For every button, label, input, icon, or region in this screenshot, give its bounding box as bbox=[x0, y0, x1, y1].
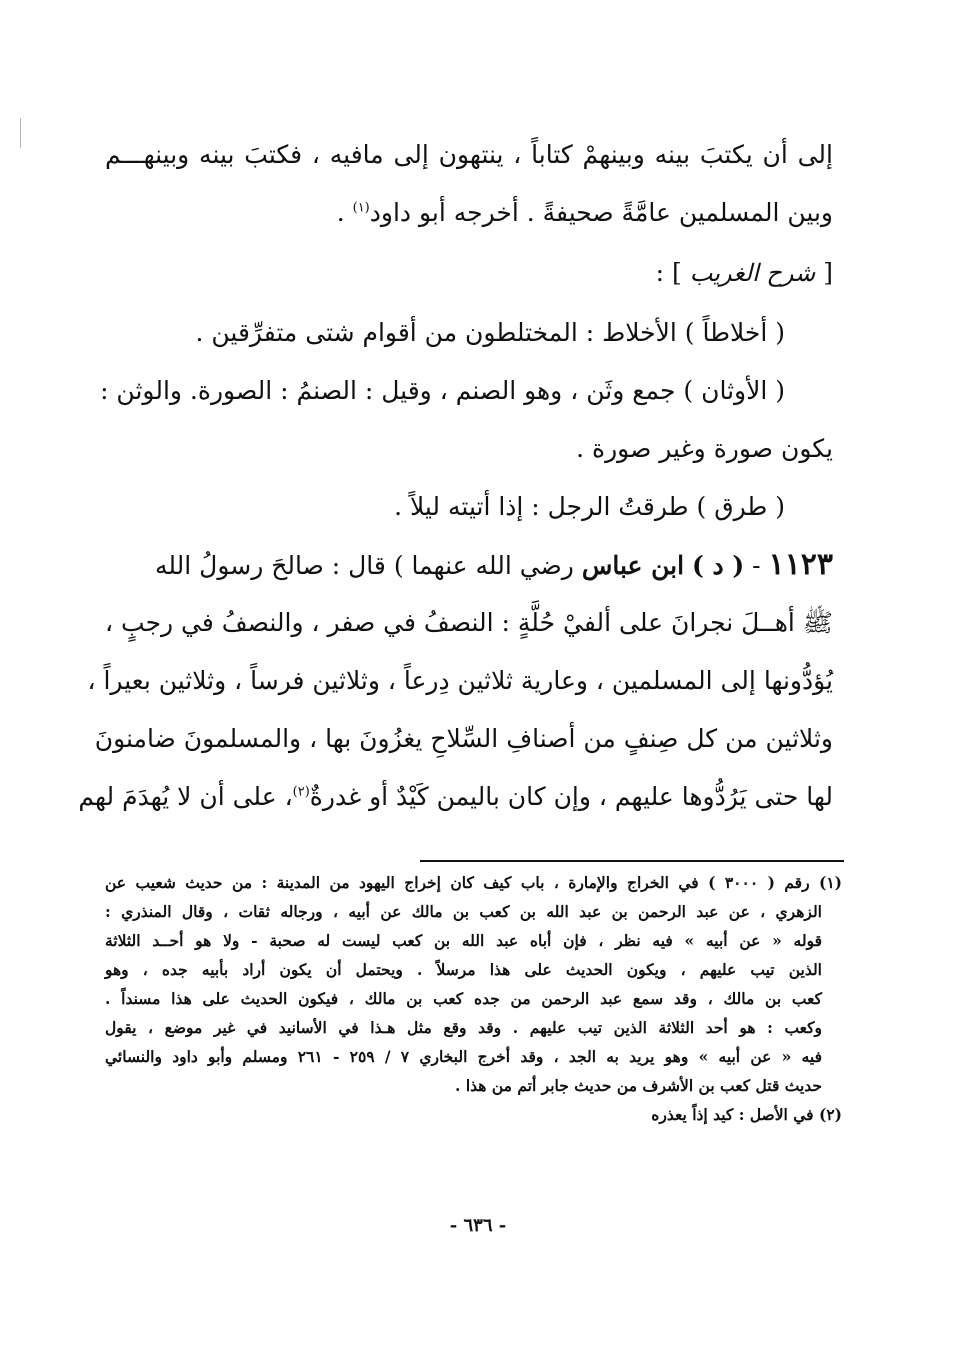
footnote-1-line-5: كعب بن مالك ، وقد سمع عبد الرحمن من جده كعب بن مالك ، فيكون الحديث على هذا مسنداً . bbox=[105, 989, 822, 1008]
footnote-1-line-2: الزهري ، عن عبد الرحمن بن عبد الله بن كعب بن مالك عن أبيه ، ورجاله ثقات ، وقال المنذري : bbox=[105, 902, 822, 921]
gloss-line-4: ( طرق ) طرقتُ الرجل : إذا أتيته ليلاً . bbox=[394, 492, 785, 521]
gloss-line-2: ( الأوثان ) جمع وثَن ، وهو الصنم ، وقيل : الصنمُ : الصورة. والوثن : bbox=[100, 376, 785, 405]
body-line-2-text: وبين المسلمين عامَّةً صحيفةً . أخرجه أبو داود bbox=[369, 198, 833, 227]
gloss-heading bbox=[105, 242, 833, 304]
footnote-ref-2[interactable]: (٢) bbox=[292, 784, 310, 800]
footnote-ref-1[interactable]: (١) bbox=[352, 200, 370, 216]
gloss-line-1: ( أخلاطاً ) الأخلاط : المختلطون من أقوام شتى متفرِّقين . bbox=[195, 318, 785, 347]
footnote-1-line-4: الذين تيب عليهم ، ويكون الحديث على هذا مرسلاً . ويحتمل أن يكون أراد بأبيه جده ، وهو bbox=[105, 960, 822, 979]
hadith-line-1-rest: رضي الله عنهما ) قال : صالحَ رسولُ الله bbox=[154, 551, 574, 580]
hadith-line-5-b: ، على أن لا يُهدَمَ لهم bbox=[78, 782, 293, 811]
hadith-number: ١١٢٣ bbox=[768, 547, 833, 582]
hadith-line-2: ﷺ أهــلَ نجرانَ على ألفيْ حُلَّةٍ : النصفُ في صفر ، والنصفُ في رجبٍ ، bbox=[105, 608, 833, 637]
hadith-heading-line bbox=[105, 536, 833, 594]
main-text bbox=[78, 126, 833, 826]
footnote-rule bbox=[420, 860, 844, 862]
hadith-line-5 bbox=[78, 768, 833, 826]
body-line-1: إلى أن يكتبَ بينه وبينهمْ كتاباً ، ينتهون إلى مافيه ، فكتبَ بينه وبينهـــم bbox=[105, 140, 833, 169]
hadith-narrator: ابن عباس bbox=[581, 551, 685, 580]
hadith-line-4: وثلاثين من كل صِنفٍ من أصنافِ السِّلاحِ يغزُونَ بها ، والمسلمونَ ضامنونَ bbox=[94, 724, 833, 753]
footnote-1-line-7: فيه « عن أبيه » وهو يريد به الجد ، وقد أخرج البخاري ٧ / ٢٥٩ - ٢٦١ ومسلم وأبو داود والنسائي bbox=[105, 1047, 822, 1066]
hadith-source: ( د ) bbox=[692, 551, 745, 580]
footnote-1-line-6: وكعب : هو أحد الثلاثة الذين تيب عليهم . وقد وقع مثل هـذا في الأسانيد في غير موضع ، يقول bbox=[105, 1018, 822, 1037]
footnote-1-line-3: قوله « عن أبيه » فيه نظر ، فإن أباه عبد الله بن كعب ليست له صحبة - ولا هو أحــد الثلاثة bbox=[105, 931, 822, 950]
hadith-line-3: يُؤدُّونها إلى المسلمين ، وعارية ثلاثين دِرعاً ، وثلاثين فرساً ، وثلاثين بعيراً ، bbox=[87, 666, 833, 695]
page-number: - ٦٣٦ - bbox=[449, 1215, 507, 1236]
hadith-dash: - bbox=[744, 551, 769, 580]
footnote-1-line-8: حديث قتل كعب بن الأشرف من حديث جابر أتم من هذا . bbox=[455, 1076, 822, 1095]
gloss-line-3: يكون صورة وغير صورة . bbox=[576, 434, 833, 463]
gloss-bracket-open: [ bbox=[823, 258, 833, 287]
footnotes bbox=[105, 868, 842, 1129]
body-line-2 bbox=[105, 184, 833, 242]
gloss-bracket-close: ] : bbox=[655, 258, 682, 287]
footnote-2: (٢) في الأصل : كيد إذاً يعذره bbox=[651, 1105, 842, 1124]
gloss-title: شرح الغريب bbox=[689, 259, 816, 287]
footnote-1-line-1: (١) رقم ( ٣٠٠٠ ) في الخراج والإمارة ، باب كيف كان إخراج اليهود من المدينة : من حديث شعيب عن bbox=[105, 873, 842, 892]
margin-mark bbox=[20, 118, 21, 148]
hadith-line-5-a: لها حتى يَرُدُّوها عليهم ، وإن كان باليمن كَيْدٌ أو غدرةٌ bbox=[309, 782, 833, 811]
body-line-2-end: . bbox=[336, 198, 353, 227]
